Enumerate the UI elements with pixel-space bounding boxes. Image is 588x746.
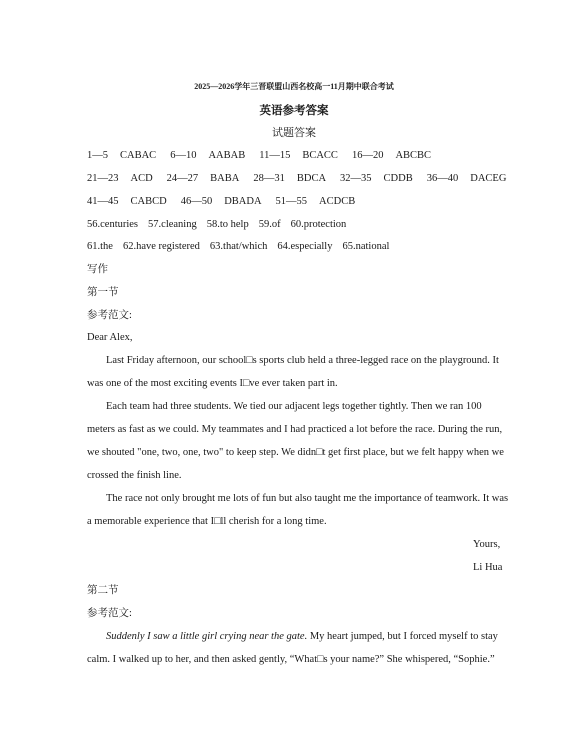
letter-signature: Li Hua (473, 562, 503, 573)
writing-heading: 写作 (87, 264, 108, 275)
answer-value: BCACC (302, 150, 338, 161)
answer-value: CABAC (120, 150, 157, 161)
answer-range: 16—20 (351, 150, 384, 161)
part2-sample-label: 参考范文: (87, 608, 132, 619)
answer-range: 1—5 (87, 150, 108, 161)
part2-heading: 第二节 (87, 585, 119, 596)
answer-range: 46—50 (180, 196, 213, 207)
answer-item: 58.to help (206, 219, 249, 230)
answer-item: 62.have registered (122, 241, 200, 252)
answer-range: 21—23 (87, 173, 119, 184)
answer-item: 60.protection (290, 219, 347, 230)
answer-value: BDCA (296, 173, 327, 184)
answer-item: 65.national (342, 241, 390, 252)
part1-sample-label: 参考范文: (87, 310, 132, 321)
part1-heading: 第一节 (87, 287, 119, 298)
answer-item: 61.the (87, 241, 113, 252)
answer-range: 11—15 (259, 150, 291, 161)
answer-range: 24—27 (166, 173, 199, 184)
answer-value: AABAB (208, 150, 246, 161)
answer-value: BABA (210, 173, 240, 184)
answer-value: ABCBC (395, 150, 432, 161)
answer-value: DACEG (470, 173, 507, 184)
letter-line: crossed the finish line. (87, 470, 182, 481)
answer-range: 6—10 (170, 150, 197, 161)
answer-value: CDDB (383, 173, 413, 184)
answer-range: 36—40 (426, 173, 459, 184)
answer-item: 59.of (258, 219, 281, 230)
letter-line: The race not only brought me lots of fun but also taught me the importance of teamwork. It was (106, 493, 509, 504)
exam-title: 2025—2026学年三晋联盟山西名校高一11月期中联合考试 (194, 82, 394, 91)
answer-item: 64.especially (277, 241, 333, 252)
answer-row-2 (87, 172, 506, 186)
answer-range: 51—55 (275, 196, 308, 207)
answer-value: DBADA (224, 196, 262, 207)
letter-line: Last Friday afternoon, our school□s sports club held a three-legged race on the playground. It (106, 355, 499, 366)
letter-closing: Yours, (473, 539, 501, 550)
answer-row-3 (87, 195, 355, 209)
continuation-line (106, 630, 498, 644)
continuation-line: calm. I walked up to her, and then asked gently, “What□s your name?” She whispered, “Sophie.” (87, 654, 495, 665)
continuation-given-sentence: Suddenly I saw a little girl crying near the gate. (106, 631, 308, 642)
answer-item: 56.centuries (87, 219, 139, 230)
subject-title: 英语参考答案 (259, 105, 329, 117)
answer-range: 28—31 (253, 173, 285, 184)
letter-line: a memorable experience that I□ll cherish for a long time. (87, 516, 327, 527)
answer-range: 41—45 (87, 196, 119, 207)
answer-item: 63.that/which (209, 241, 268, 252)
letter-line: we shouted "one, two, one, two" to keep step. We didn□t get first place, but we felt happy when we (87, 447, 504, 458)
answer-row-4 (87, 218, 346, 232)
letter-salutation: Dear Alex, (87, 332, 133, 343)
answer-value: CABCD (130, 196, 167, 207)
answer-row-5 (87, 240, 389, 254)
letter-line: was one of the most exciting events I□ve ever taken part in. (87, 378, 338, 389)
section-title: 试题答案 (272, 127, 316, 139)
answer-range: 32—35 (340, 173, 372, 184)
answer-row-1 (87, 149, 431, 163)
letter-line: Each team had three students. We tied our adjacent legs together tightly. Then we ran 100 (106, 401, 482, 412)
letter-line: meters as fast as we could. My teammates and I had practiced a lot before the race. During the run, (87, 424, 503, 435)
answer-item: 57.cleaning (148, 219, 197, 230)
answer-value: ACDCB (319, 196, 356, 207)
answer-value: ACD (130, 173, 153, 184)
continuation-text: My heart jumped, but I forced myself to stay (307, 631, 498, 642)
